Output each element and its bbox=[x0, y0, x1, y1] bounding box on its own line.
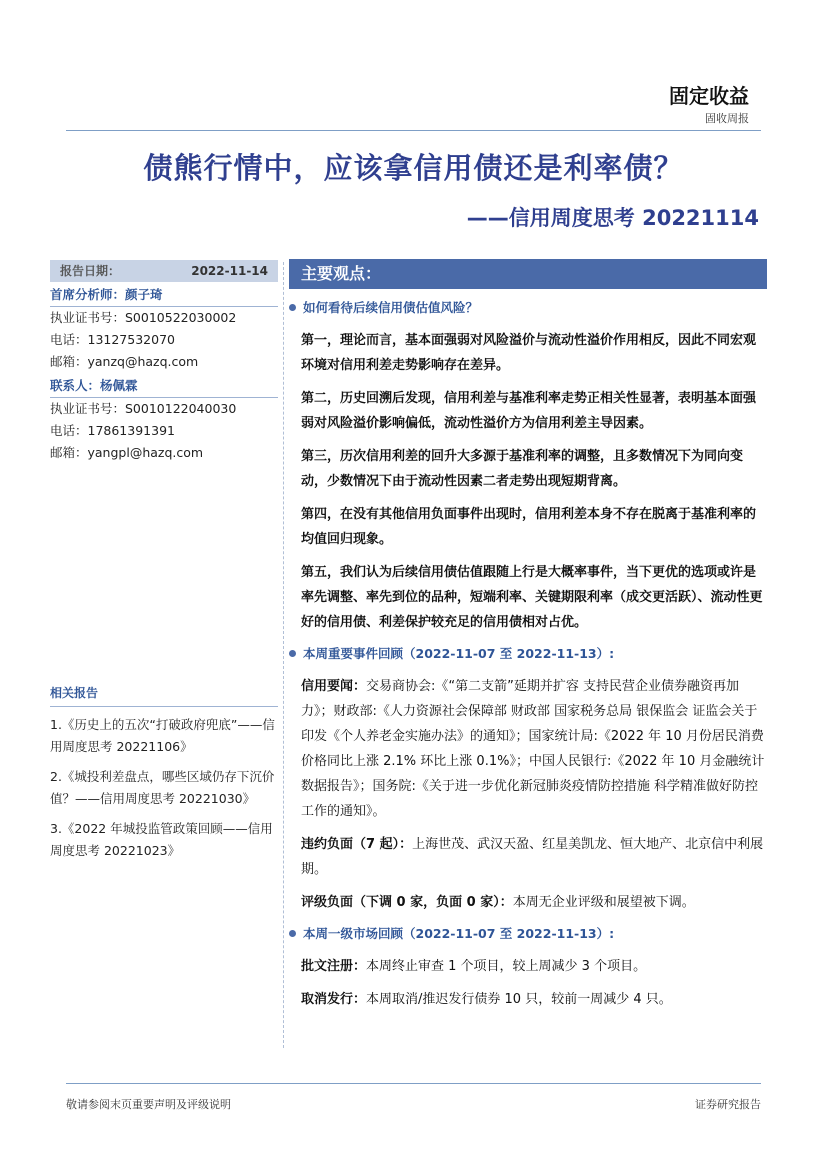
key-point: 第五，我们认为后续信用债估值跟随上行是大概率事件，当下更优的选项或许是率先调整、率先到位的品种，短端利率、关键期限利率（成交更活跃）、流动性更好的信用债、利差保护较充足的信用债相对占优。 bbox=[301, 565, 763, 630]
event-label: 信用要闻： bbox=[301, 679, 367, 694]
market-text: 本周取消/推迟发行债券 10 只，较前一周减少 4 只。 bbox=[366, 992, 672, 1007]
section-heading-text: 如何看待后续信用债估值风险？ bbox=[303, 300, 479, 315]
key-points-header: 主要观点： bbox=[289, 259, 767, 289]
related-report-item[interactable]: 2.《城投利差盘点，哪些区域仍存下沉价值？——信用周度思考 20221030》 bbox=[50, 769, 275, 806]
sidebar bbox=[50, 260, 278, 464]
report-category: 固定收益 bbox=[669, 84, 749, 108]
analyst-cert: 执业证书号：S0010522030002 bbox=[50, 310, 237, 325]
contact-person: 联系人：杨佩霖 bbox=[50, 375, 278, 398]
report-title: 债熊行情中，应该拿信用债还是利率债？ bbox=[143, 151, 684, 185]
bullet-icon bbox=[289, 304, 296, 311]
event-paragraph bbox=[289, 832, 767, 882]
related-reports-list bbox=[50, 714, 280, 870]
contact-phone: 电话：17861391391 bbox=[50, 423, 175, 438]
report-date-bar bbox=[50, 260, 278, 282]
section-heading bbox=[289, 921, 767, 946]
event-text: 本周无企业评级和展望被下调。 bbox=[512, 895, 695, 910]
section-heading-text: 本周重要事件回顾（2022-11-07 至 2022-11-13）: bbox=[303, 646, 615, 661]
related-reports-title: 相关报告 bbox=[50, 686, 99, 700]
footer-report-type: 证券研究报告 bbox=[695, 1098, 761, 1111]
key-point: 第三，历次信用利差的回升大多源于基准利率的调整，且多数情况下为同向变动，少数情况下由于流动性因素二者走势出现短期背离。 bbox=[301, 449, 744, 489]
bullet-icon bbox=[289, 930, 296, 937]
related-reports-divider bbox=[50, 706, 278, 707]
event-text: 上海世茂、武汉天盈、红星美凯龙、恒大地产、北京信中利展期。 bbox=[301, 837, 764, 877]
event-paragraph bbox=[289, 890, 767, 915]
contact-email: 邮箱：yangpl@hazq.com bbox=[50, 445, 204, 460]
section-heading bbox=[289, 641, 767, 666]
related-report-item[interactable]: 3.《2022 年城投监管政策回顾——信用周度思考 20221023》 bbox=[50, 821, 273, 858]
footer-disclaimer: 敬请参阅末页重要声明及评级说明 bbox=[66, 1098, 231, 1111]
report-subtitle: ——信用周度思考 20221114 bbox=[466, 206, 759, 230]
market-paragraph bbox=[289, 987, 767, 1012]
key-point: 第二，历史回溯后发现，信用利差与基准利率走势正相关性显著，表明基本面强弱对风险溢价影响偏低，流动性溢价方为信用利差主导因素。 bbox=[301, 391, 757, 431]
market-label: 批文注册： bbox=[301, 959, 367, 974]
market-paragraph bbox=[289, 954, 767, 979]
column-divider bbox=[283, 262, 284, 1048]
analyst-phone: 电话：13127532070 bbox=[50, 332, 175, 347]
report-date-label: 报告日期： bbox=[60, 264, 121, 278]
market-text: 本周终止审查 1 个项目，较上周减少 3 个项目。 bbox=[366, 959, 647, 974]
event-paragraph bbox=[289, 674, 767, 824]
event-label: 违约负面（7 起）： bbox=[301, 837, 413, 852]
analyst-email: 邮箱：yanzq@hazq.com bbox=[50, 354, 199, 369]
footer-divider bbox=[66, 1083, 761, 1084]
event-text: 交易商协会:《“第二支箭”延期并扩容 支持民营企业债券融资再加力》；财政部:《人力资源社会保障部 财政部 国家税务总局 银保监会 证监会关于印发《个人养老金实施办法》的通知》；国家统计局:《2022 年 10 月份居民消费价格同比上涨 2.1% 环比上涨 0.1%》；中国人民银行:《2022 年 10 月金融统计数据报告》；国务院:《关于进一步优化新冠肺炎疫情防控措施 科学精准做好防控工作的通知》。 bbox=[301, 679, 765, 819]
key-point: 第四，在没有其他信用负面事件出现时，信用利差本身不存在脱离于基准利率的均值回归现象。 bbox=[301, 507, 757, 547]
market-label: 取消发行： bbox=[301, 992, 367, 1007]
related-report-item[interactable]: 1.《历史上的五次“打破政府兜底”——信用周度思考 20221106》 bbox=[50, 717, 275, 754]
contact-cert: 执业证书号：S0010122040030 bbox=[50, 401, 237, 416]
header-divider bbox=[66, 130, 761, 131]
chief-analyst: 首席分析师：颜子琦 bbox=[50, 284, 278, 307]
section-heading bbox=[289, 295, 767, 320]
bullet-icon bbox=[289, 650, 296, 657]
report-subcategory: 固收周报 bbox=[705, 112, 749, 125]
key-point: 第一，理论而言，基本面强弱对风险溢价与流动性溢价作用相反，因此不同宏观环境对信用利差走势影响存在差异。 bbox=[301, 333, 757, 373]
report-date-value: 2022-11-14 bbox=[191, 264, 268, 278]
section-heading-text: 本周一级市场回顾（2022-11-07 至 2022-11-13）: bbox=[303, 926, 615, 941]
main-content bbox=[289, 259, 767, 1012]
event-label: 评级负面（下调 0 家，负面 0 家）： bbox=[301, 895, 513, 910]
